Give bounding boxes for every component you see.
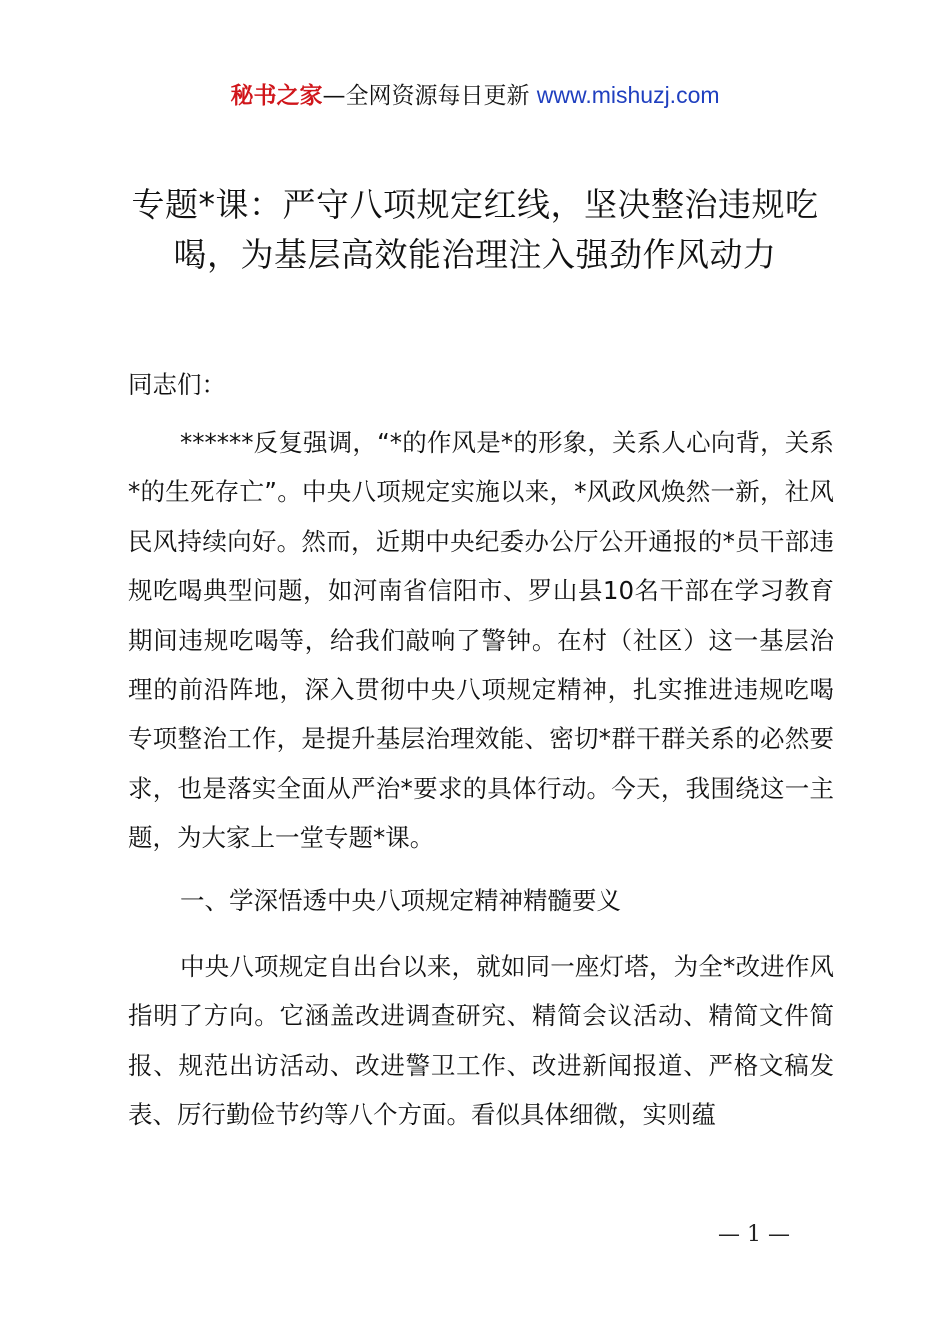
- salutation: 同志们：: [128, 370, 226, 399]
- site-url-link[interactable]: www.mishuzj.com: [536, 82, 720, 108]
- page-number: — 1 —: [718, 1222, 790, 1247]
- site-brand: 秘书之家: [230, 83, 323, 109]
- document-title: 专题*课：严守八项规定红线，坚决整治违规吃喝，为基层高效能治理注入强劲作风动力: [131, 185, 819, 274]
- site-tagline: —全网资源每日更新: [322, 83, 530, 109]
- section-heading-1: 一、学深悟透中央八项规定精神精髓要义: [180, 886, 621, 915]
- paragraph-section-1: 中央八项规定自出台以来，就如同一座灯塔，为全*改进作风指明了方向。它涵盖改进调查研究、精简会议活动、精简文件简报、规范出访活动、改进警卫工作、改进新闻报道、严格文稿发表、厉行勤俭节约等八个方面。看似具体细微，实则蕴: [128, 952, 834, 1130]
- paragraph-intro: ******反复强调，“*的作风是*的形象，关系人心向背，关系*的生死存亡”。中央八项规定实施以来，*风政风焕然一新，社风民风持续向好。然而，近期中央纪委办公厅公开通报的*员干部违规吃喝典型问题，如河南省信阳市、罗山县10名干部在学习教育期间违规吃喝等，给我们敲响了警钟。在村（社区）这一基层治理的前沿阵地，深入贯彻中央八项规定精神，扎实推进违规吃喝专项整治工作，是提升基层治理效能、密切*群干群关系的必然要求，也是落实全面从严治*要求的具体行动。今天，我围绕这一主题，为大家上一堂专题*课。: [128, 428, 834, 853]
- site-header: [0, 78, 950, 113]
